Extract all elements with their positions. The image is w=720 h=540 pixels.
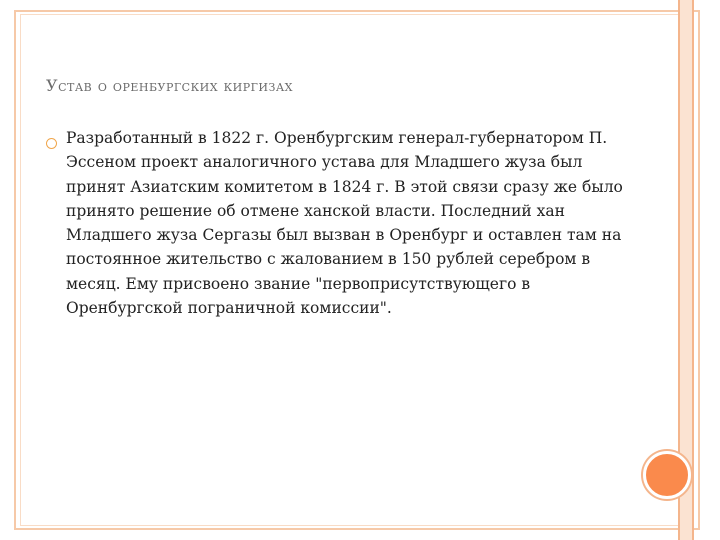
decorative-circle <box>643 451 691 499</box>
slide-title: Устав о оренбургских киргизах <box>46 76 294 95</box>
bullet-icon <box>46 138 57 149</box>
bullet-text: Разработанный в 1822 г. Оренбургским генерал-губернатором П. Эссеном проект аналогичного устава для Младшего жуза был принят Азиатским комитетом в 1824 г. В этой связи сразу же было принято решение об отмене ханской власти. Последний хан Младшего жуза Сергазы был вызван в Оренбург и оставлен там на постоянное жительство с жалованием в 150 рублей серебром в месяц. Ему присвоено звание "первоприсутствующего в Оренбургской пограничной комиссии". <box>66 129 623 318</box>
